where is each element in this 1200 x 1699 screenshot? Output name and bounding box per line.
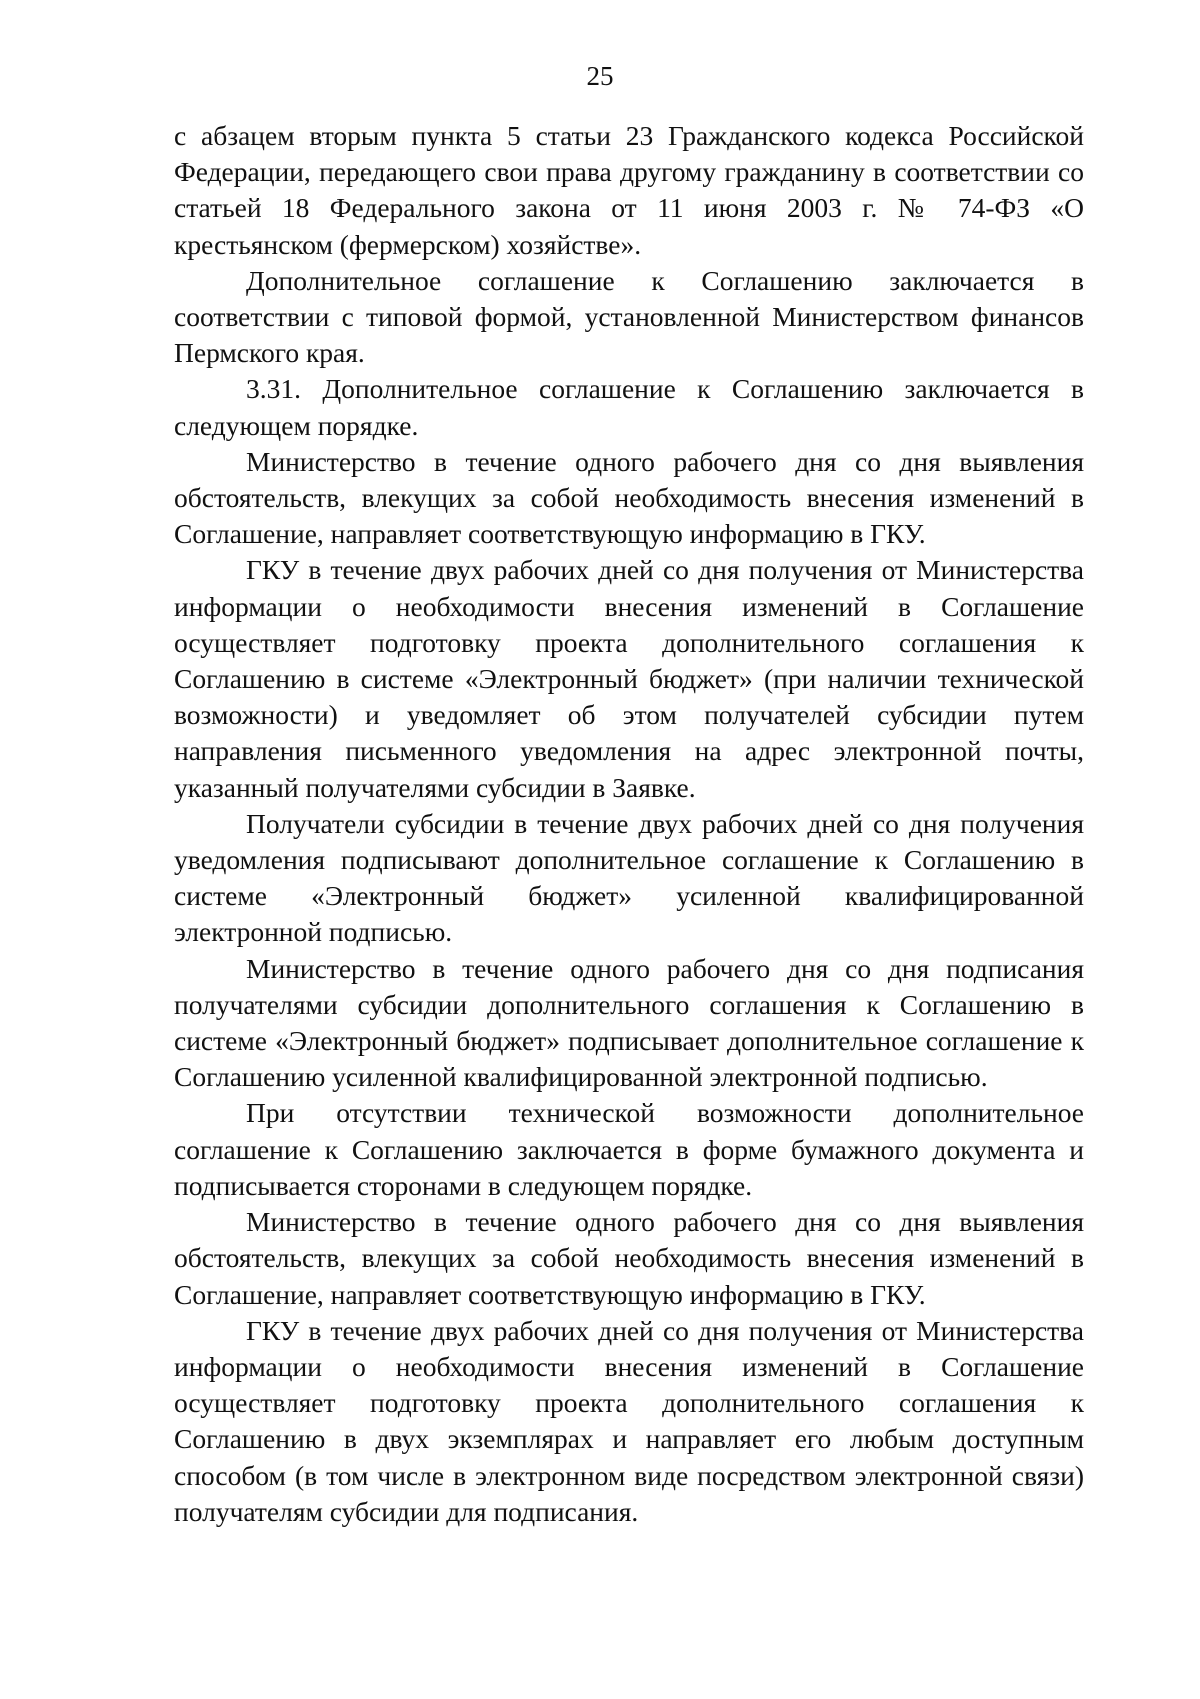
document-body (174, 118, 1084, 1530)
paragraph: Министерство в течение одного рабочего дня со дня подписания получателями субсидии дополнительного соглашения к Соглашению в системе «Электронный бюджет» подписывает дополнительное соглашение к Соглашению усиленной квалифицированной электронной подписью. (174, 952, 1084, 1093)
paragraph: ГКУ в течение двух рабочих дней со дня получения от Министерства информации о необходимости внесения изменений в Соглашение осуществляет подготовку проекта дополнительного соглашения к Соглашению в системе «Электронный бюджет» (при наличии технической возможности) и уведомляет об этом получателей субсидии путем направления письменного уведомления на адрес электронной почты, указанный получателями субсидии в Заявке. (174, 554, 1084, 803)
paragraph: Министерство в течение одного рабочего дня со дня выявления обстоятельств, влекущих за собой необходимость внесения изменений в Соглашение, направляет соответствующую информацию в ГКУ. (174, 445, 1084, 550)
paragraph: При отсутствии технической возможности дополнительное соглашение к Соглашению заключается в форме бумажного документа и подписывается сторонами в следующем порядке. (174, 1097, 1084, 1201)
clause-3-31: 3.31. Дополнительное соглашение к Соглашению заключается в следующем порядке. (174, 373, 1084, 441)
paragraph: Министерство в течение одного рабочего дня со дня выявления обстоятельств, влекущих за собой необходимость внесения изменений в Соглашение, направляет соответствующую информацию в ГКУ. (174, 1206, 1084, 1310)
paragraph: Получатели субсидии в течение двух рабочих дней со дня получения уведомления подписывают дополнительное соглашение к Соглашению в системе «Электронный бюджет» усиленной квалифицированной электронной подписью. (174, 807, 1084, 948)
paragraph: Дополнительное соглашение к Соглашению заключается в соответствии с типовой формой, установленной Министерством финансов Пермского края. (174, 264, 1084, 369)
paragraph: ГКУ в течение двух рабочих дней со дня получения от Министерства информации о необходимости внесения изменений в Соглашение осуществляет подготовку проекта дополнительного соглашения к Соглашению в двух экземплярах и направляет его любым доступным способом (в том числе в электронном виде посредством электронной связи) получателям субсидии для подписания. (174, 1314, 1084, 1527)
page-number: 25 (586, 61, 614, 91)
paragraph-continuation: с абзацем вторым пункта 5 статьи 23 Гражданского кодекса Российской Федерации, передающего свои права другому гражданину в соответствии со статьей 18 Федерального закона от 11 июня 2003 г. № 74-ФЗ «О крестьянском (фермерском) хозяйстве». (174, 120, 1084, 260)
